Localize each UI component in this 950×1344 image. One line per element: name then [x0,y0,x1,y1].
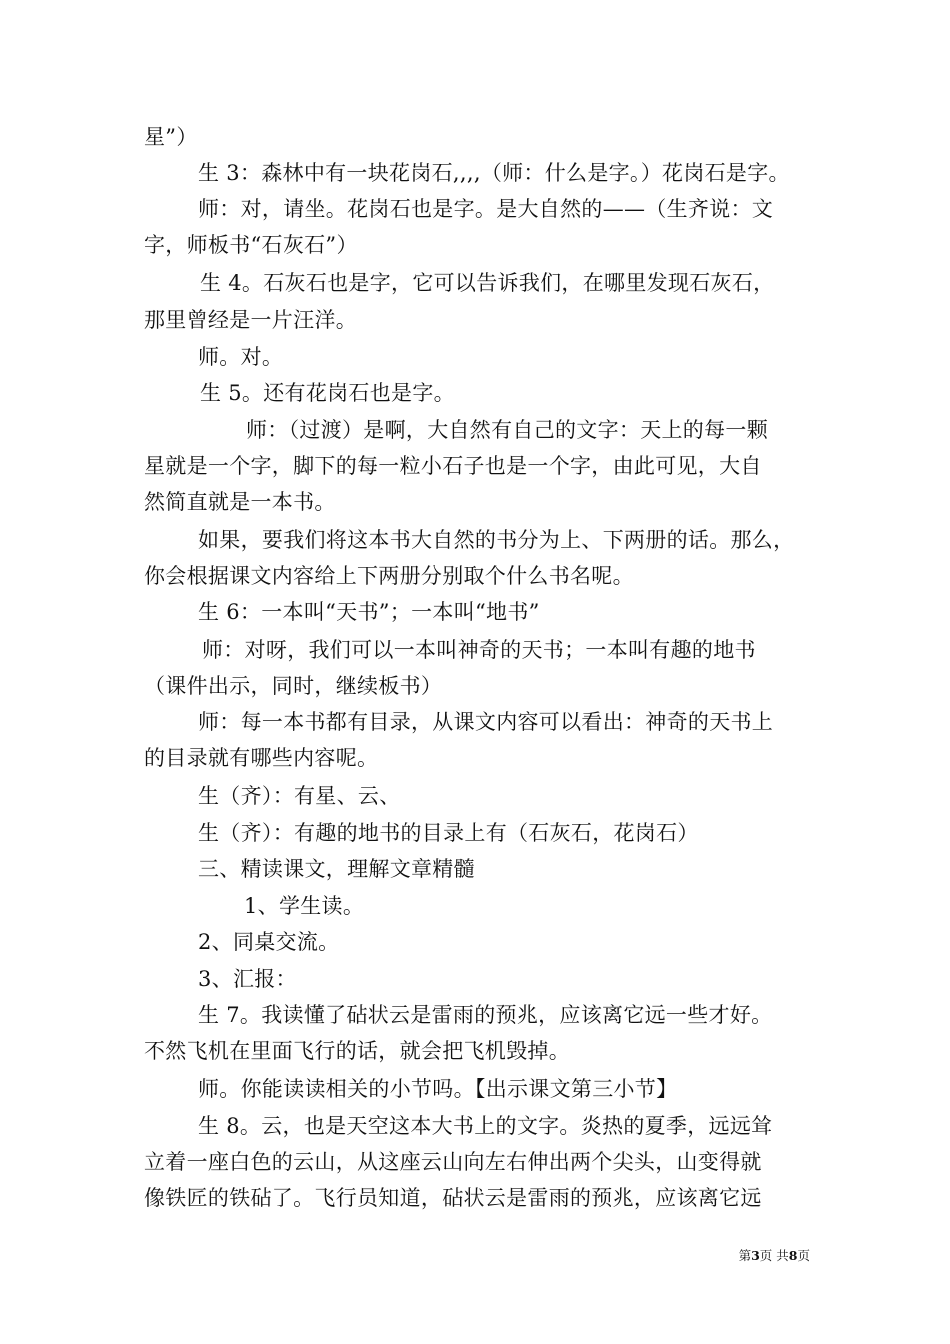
text-line: 1、学生读。 [244,894,365,918]
text-line: （课件出示，同时，继续板书） [144,674,443,698]
text-line: 如果，要我们将这本书大自然的书分为上、下两册的话。那么， [198,528,795,552]
text-line: 2、同桌交流。 [198,930,340,954]
text-line: 字，师板书“石灰石”） [144,233,358,257]
text-line: 的目录就有哪些内容呢。 [144,746,379,770]
text-line: 然简直就是一本书。 [144,490,336,514]
text-line: 不然飞机在里面飞行的话，就会把飞机毁掉。 [144,1039,570,1063]
text-line: 立着一座白色的云山，从这座云山向左右伸出两个尖头，山变得就 [144,1150,762,1174]
text-line: 星”） [144,125,198,149]
text-line: 生（齐）：有趣的地书的目录上有（石灰石，花岗石） [198,821,699,845]
text-line: 生（齐）：有星、云、 [198,784,401,808]
current-page-number: 3 [751,1248,760,1263]
text-line: 三、精读课文，理解文章精髓 [198,857,475,881]
text-line: 像铁匠的铁砧了。飞行员知道，砧状云是雷雨的预兆，应该离它远 [144,1186,762,1210]
text-line: 师。对。 [198,345,284,369]
text-line: 生 3：森林中有一块花岗石,,,,（师：什么是字。）花岗石是字。 [198,161,790,185]
text-line: 师：（过渡）是啊，大自然有自己的文字：天上的每一颗 [246,418,768,442]
page-footer [739,1248,810,1264]
text-line: 师。你能读读相关的小节吗。【出示课文第三小节】 [198,1077,678,1101]
text-line: 师：对呀，我们可以一本叫神奇的天书；一本叫有趣的地书 [202,638,756,662]
footer-prefix: 第 [738,1248,752,1263]
text-line: 3、汇报： [198,967,297,991]
text-line: 生 6：一本叫“天书”；一本叫“地书” [198,600,540,624]
text-line: 你会根据课文内容给上下两册分别取个什么书名呢。 [144,564,634,588]
text-line: 师：每一本书都有目录，从课文内容可以看出：神奇的天书上 [198,710,774,734]
text-line: 生 5。还有花岗石也是字。 [200,381,455,405]
text-line: 星就是一个字，脚下的每一粒小石子也是一个字，由此可见，大自 [144,454,762,478]
total-pages-number: 8 [788,1248,798,1263]
text-line: 生 7。我读懂了砧状云是雷雨的预兆，应该离它远一些才好。 [198,1003,773,1027]
text-line: 生 4。石灰石也是字，它可以告诉我们，在哪里发现石灰石， [200,271,775,295]
footer-middle: 页 共 [759,1248,789,1263]
text-line: 生 8。云，也是天空这本大书上的文字。炎热的夏季，远远耸 [198,1114,773,1138]
text-line: 那里曾经是一片汪洋。 [144,308,357,332]
footer-suffix: 页 [797,1248,810,1263]
text-line: 师：对，请坐。花岗石也是字。是大自然的——（生齐说：文 [198,197,774,221]
